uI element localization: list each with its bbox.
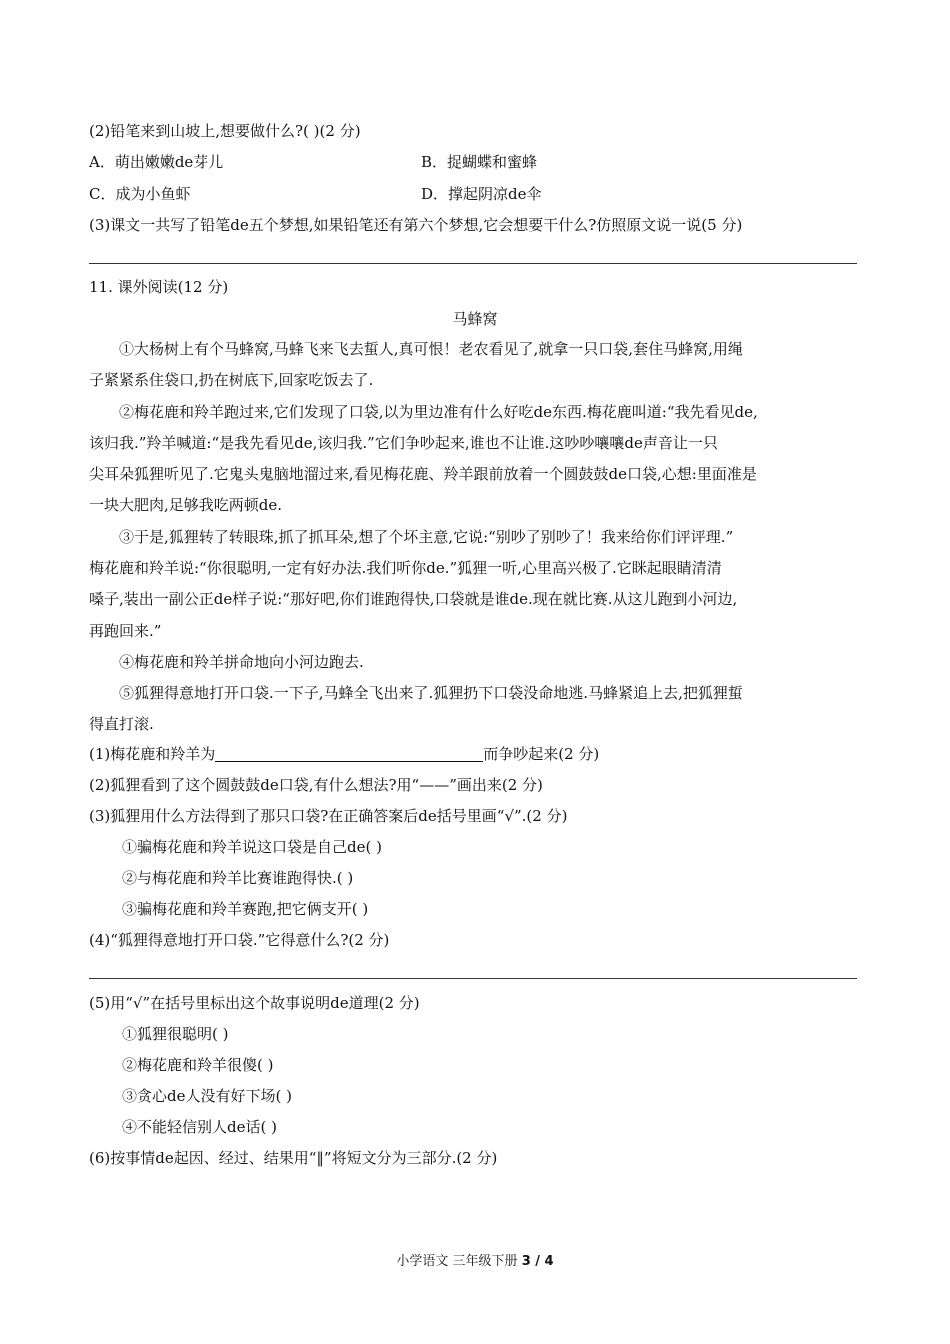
q10-sub2: (2)铅笔来到山坡上,想要做什么?( )(2 分) [89,122,361,140]
q11-sub3-option-3: ③骗梅花鹿和羚羊赛跑,把它俩支开( ) [122,900,369,918]
q11-sub4: (4)“狐狸得意地打开口袋.”它得意什么?(2 分) [89,931,390,949]
answer-line [89,263,857,264]
q11-heading: 11. 课外阅读(12 分) [89,278,229,296]
q11-sub5-option-4: ④不能轻信别人de话( ) [122,1118,277,1136]
answer-line [89,978,857,979]
q11-sub3: (3)狐狸用什么方法得到了那只口袋?在正确答案后de括号里画“√”.(2 分) [89,807,568,825]
paragraph-4: ④梅花鹿和羚羊拼命地向小河边跑去. [119,653,364,671]
page-footer [0,1250,950,1269]
q11-sub3-option-1: ①骗梅花鹿和羚羊说这口袋是自己de( ) [122,838,382,856]
q10-option-d: D．撑起阴凉de伞 [421,185,542,203]
fill-blank[interactable] [215,745,483,762]
q11-sub6: (6)按事情de起因、经过、结果用“‖”将短文分为三部分.(2 分) [89,1149,498,1167]
q11-sub3-option-2: ②与梅花鹿和羚羊比赛谁跑得快.( ) [122,869,354,887]
footer-subject: 小学语文 三年级下册 [396,1254,522,1269]
q11-sub2: (2)狐狸看到了这个圆鼓鼓de口袋,有什么想法?用“——”画出来(2 分) [89,776,543,794]
page-number: 3 / 4 [521,1254,554,1269]
q11-sub1: (1)梅花鹿和羚羊为 而争吵起来(2 分) [89,745,600,763]
q11-sub5: (5)用“√”在括号里标出这个故事说明de道理(2 分) [89,994,420,1012]
q11-sub5-option-1: ①狐狸很聪明( ) [122,1025,229,1043]
q10-option-b: B．捉蝴蝶和蜜蜂 [421,153,538,171]
q11-sub5-option-3: ③贪心de人没有好下场( ) [122,1087,292,1105]
story-title: 马蜂窝 [452,310,498,328]
q10-sub3: (3)课文一共写了铅笔de五个梦想,如果铅笔还有第六个梦想,它会想要干什么?仿照原文说一说(5 分) [89,216,743,234]
q10-option-a: A．萌出嫩嫩de芽儿 [89,153,224,171]
q10-option-c: C．成为小鱼虾 [89,185,191,203]
q11-sub5-option-2: ②梅花鹿和羚羊很傻( ) [122,1056,274,1074]
